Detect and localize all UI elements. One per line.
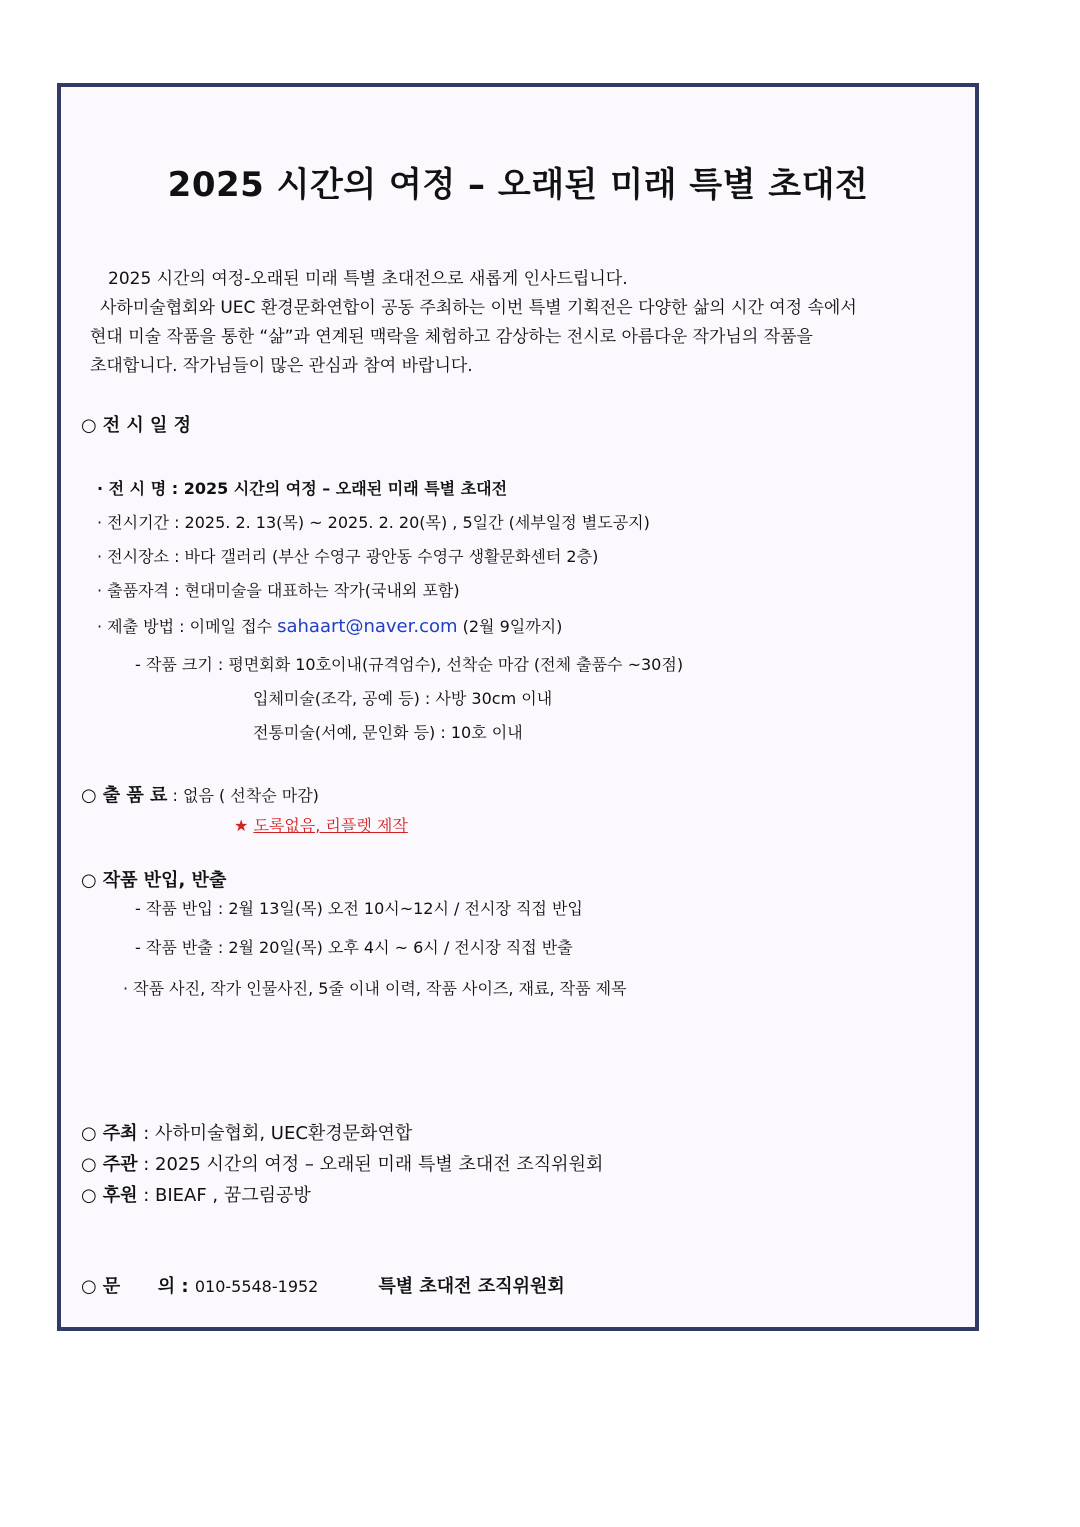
- schedule-heading-text: 전 시 일 정: [102, 415, 192, 436]
- organizer-sponsor: [81, 1181, 311, 1207]
- fee-value: : 없음 ( 선착순 마감): [167, 786, 319, 805]
- exhibition-eligibility: · 출품자격 : 현대미술을 대표하는 작가(국내외 포함): [97, 581, 460, 600]
- star-icon: ★: [234, 816, 249, 835]
- fee-heading-text: 출 품 료: [102, 785, 168, 806]
- exhibition-name-label: · 전 시 명 :: [97, 479, 184, 498]
- organizer-sponsor-label: 후원: [102, 1185, 138, 1206]
- circle-bullet-icon: ○: [81, 1123, 97, 1144]
- organizer-manager: [81, 1150, 603, 1176]
- submission-email-link[interactable]: sahaart@naver.com: [277, 616, 458, 637]
- circle-bullet-icon: ○: [81, 1185, 97, 1206]
- artwork-size-line-1: - 작품 크기 : 평면회화 10호이내(규격엄수), 선착순 마감 (전체 출품수 ~30점): [135, 655, 684, 674]
- circle-bullet-icon: ○: [81, 785, 97, 806]
- submission-method: [97, 614, 562, 637]
- intro-line-3: 현대 미술 작품을 통한 “삶”과 연계된 맥락을 체험하고 감상하는 전시로 아름다운 작가님의 작품을: [90, 327, 813, 347]
- artwork-size-line-3: 전통미술(서예, 문인화 등) : 10호 이내: [253, 723, 523, 742]
- organizer-manager-label: 주관: [102, 1154, 138, 1175]
- delivery-heading: [81, 866, 226, 892]
- intro-line-2: 사하미술협회와 UEC 환경문화연합이 공동 주최하는 이번 특별 기획전은 다양한 삶의 시간 여정 속에서: [100, 298, 857, 318]
- artwork-size-line-2: 입체미술(조각, 공예 등) : 사방 30cm 이내: [253, 689, 553, 708]
- circle-bullet-icon: ○: [81, 415, 97, 436]
- organizer-manager-value: : 2025 시간의 여정 – 오래된 미래 특별 초대전 조직위원회: [137, 1154, 604, 1175]
- exhibition-period: · 전시기간 : 2025. 2. 13(목) ~ 2025. 2. 20(목) , 5일간 (세부일정 별도공지): [97, 513, 650, 532]
- circle-bullet-icon: ○: [81, 1154, 97, 1175]
- delivery-heading-text: 작품 반입, 반출: [102, 870, 227, 891]
- fee-note-text: 도록없음, 리플렛 제작: [253, 816, 408, 835]
- contact-org: 특별 초대전 조직위원회: [378, 1276, 565, 1297]
- exhibition-name-value: 2025 시간의 여정 – 오래된 미래 특별 초대전: [183, 479, 508, 498]
- organizer-sponsor-value: : BIEAF , 꿈그림공방: [137, 1185, 311, 1206]
- submission-deadline: (2월 9일까지): [457, 617, 563, 636]
- document-title: 2025 시간의 여정 – 오래된 미래 특별 초대전: [167, 165, 869, 205]
- exhibition-venue: · 전시장소 : 바다 갤러리 (부산 수영구 광안동 수영구 생활문화센터 2층): [97, 547, 599, 566]
- contact-line: [81, 1272, 565, 1298]
- intro-line-4: 초대합니다. 작가님들이 많은 관심과 참여 바랍니다.: [90, 356, 473, 376]
- organizer-host: [81, 1119, 412, 1145]
- organizer-host-value: : 사하미술협회, UEC환경문화연합: [137, 1123, 413, 1144]
- exhibition-name: [97, 476, 507, 499]
- delivery-out: - 작품 반출 : 2월 20일(목) 오후 4시 ~ 6시 / 전시장 직접 반출: [135, 938, 573, 957]
- delivery-in: - 작품 반입 : 2월 13일(목) 오전 10시~12시 / 전시장 직접 반입: [135, 899, 583, 918]
- circle-bullet-icon: ○: [81, 870, 97, 891]
- intro-line-1: 2025 시간의 여정-오래된 미래 특별 초대전으로 새롭게 인사드립니다.: [108, 269, 628, 289]
- fee-heading: [81, 781, 319, 807]
- notice-frame: [57, 83, 979, 1331]
- fee-note: [234, 813, 408, 836]
- submission-label: · 제출 방법 : 이메일 접수: [97, 617, 278, 636]
- required-docs: · 작품 사진, 작가 인물사진, 5줄 이내 이력, 작품 사이즈, 재료, 작품 제목: [123, 979, 627, 998]
- contact-phone: 010-5548-1952: [194, 1277, 319, 1296]
- schedule-heading: [81, 411, 191, 437]
- contact-label: 문 의 :: [102, 1276, 195, 1297]
- circle-bullet-icon: ○: [81, 1276, 97, 1297]
- organizer-host-label: 주최: [102, 1123, 138, 1144]
